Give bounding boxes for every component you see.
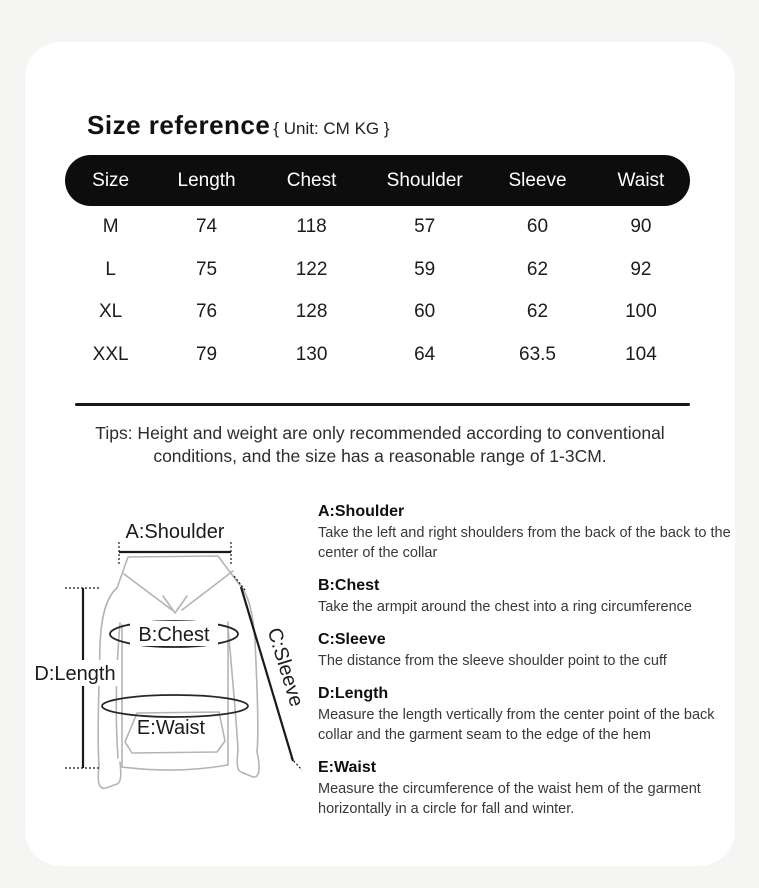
guide-desc: Measure the length vertically from the center point of the back collar and the garment seam to the edge of the hem	[318, 707, 715, 744]
guide-desc: Take the left and right shoulders from the back of the back to the center of the collar	[318, 525, 731, 562]
sleeve-diagram-label: C:Sleeve	[262, 625, 308, 710]
length-value: 76	[195, 301, 218, 323]
shoulder-diagram-label: A:Shoulder	[125, 521, 225, 544]
table-row	[65, 334, 690, 377]
tips-line-1: Tips: Height and weight are only recommended according to conventional	[95, 423, 665, 443]
chest-diagram-label: B:Chest	[138, 624, 210, 647]
sleeve-value: 63.5	[519, 343, 556, 365]
tips-text	[25, 422, 735, 468]
hoodie-diagram-svg	[30, 500, 315, 810]
guide-term: C:Sleeve	[318, 631, 386, 649]
guide-item-waist	[318, 758, 733, 819]
size-reference-card	[25, 42, 735, 866]
page-title-row	[87, 110, 735, 141]
guide-term: A:Shoulder	[318, 503, 405, 521]
shoulder-value: 60	[414, 301, 436, 323]
shoulder-value: 59	[414, 258, 436, 280]
unit-note: { Unit: CM KG }	[273, 119, 390, 138]
guide-desc: Take the armpit around the chest into a ring circumference	[318, 599, 692, 616]
measurement-section	[25, 492, 735, 832]
shoulder-value: 57	[414, 216, 436, 238]
guide-item-shoulder	[318, 502, 733, 563]
sleeve-value: 62	[526, 301, 549, 323]
waist-value: 90	[630, 216, 652, 238]
column-header-length: Length	[177, 169, 236, 191]
page-title: Size reference	[87, 110, 271, 140]
length-diagram-label: D:Length	[34, 663, 116, 686]
length-value: 74	[195, 216, 218, 238]
waist-value: 104	[625, 343, 657, 365]
column-header-waist: Waist	[617, 169, 665, 191]
shoulder-value: 64	[414, 343, 436, 365]
chest-value: 118	[296, 216, 327, 238]
hoodie-outline	[98, 556, 259, 788]
guide-desc: Measure the circumference of the waist hem of the garment horizontally in a circle for fall and winter.	[318, 781, 701, 818]
waist-value: 92	[630, 258, 652, 280]
hoodie-measurement-diagram	[30, 500, 315, 832]
guide-desc: The distance from the sleeve shoulder point to the cuff	[318, 653, 667, 670]
sleeve-value: 62	[526, 258, 549, 280]
chest-value: 122	[295, 258, 328, 280]
length-value: 79	[195, 343, 218, 365]
size-table	[65, 155, 690, 376]
column-header-size: Size	[92, 169, 130, 191]
guide-item-chest	[318, 576, 733, 617]
guide-term: B:Chest	[318, 577, 380, 595]
guide-term: E:Waist	[318, 759, 377, 777]
column-header-sleeve: Sleeve	[508, 169, 567, 191]
length-value: 75	[195, 258, 218, 280]
chest-value: 130	[295, 343, 328, 365]
size-value: XL	[99, 301, 123, 323]
table-row	[65, 291, 690, 334]
chest-value: 128	[295, 301, 328, 323]
column-header-shoulder: Shoulder	[386, 169, 463, 191]
section-divider	[75, 403, 690, 406]
waist-diagram-label: E:Waist	[136, 717, 206, 740]
guide-item-sleeve	[318, 630, 733, 671]
guide-item-length	[318, 684, 733, 745]
column-header-chest: Chest	[286, 169, 337, 191]
tips-line-2: conditions, and the size has a reasonable range of 1-3CM.	[153, 446, 607, 467]
table-row	[65, 206, 690, 249]
guide-term: D:Length	[318, 685, 389, 703]
waist-measure-ellipse	[102, 695, 248, 717]
size-value: XXL	[92, 343, 129, 365]
size-value: M	[102, 216, 119, 238]
table-row	[65, 249, 690, 292]
sleeve-value: 60	[526, 216, 549, 238]
measurement-guide	[318, 492, 733, 832]
size-table-header	[65, 155, 690, 206]
size-value: L	[105, 258, 116, 280]
waist-value: 100	[625, 301, 657, 323]
